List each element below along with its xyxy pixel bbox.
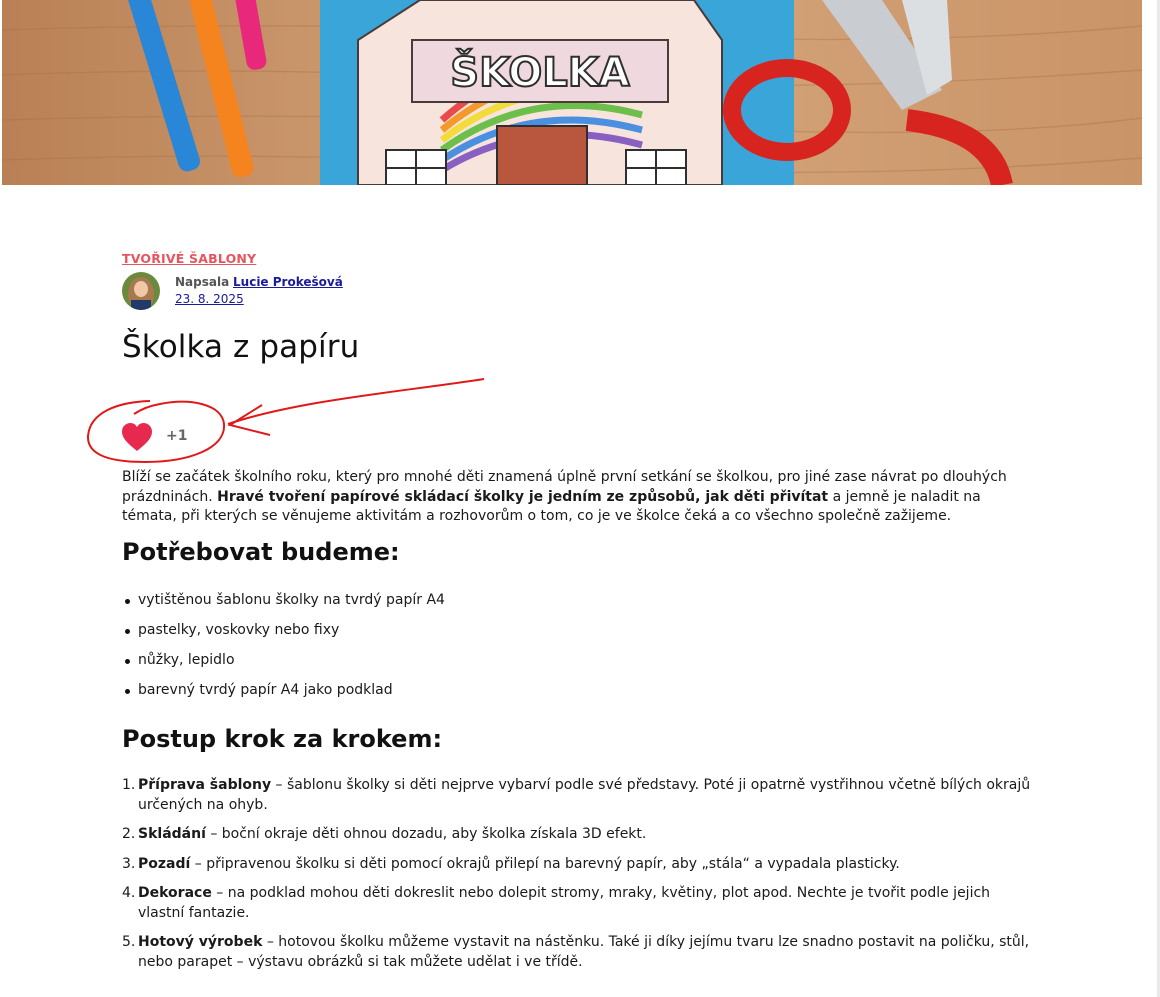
intro-bold: Hravé tvoření papírové skládací školky je jedním ze způsobů, jak děti přivítat [217, 488, 829, 505]
step-text: – na podklad mohou děti dokreslit nebo dolepit stromy, mraky, květiny, plot apod. Nechte je tvořit podle jejich vlastní fantazie. [138, 885, 991, 921]
byline [175, 274, 343, 308]
list-item [122, 776, 1032, 815]
step-text: – připravenou školku si děti pomocí okrajů přilepí na barevný papír, aby „stála“ a vypadala plasticky. [190, 855, 900, 872]
list-item: vytištěnou šablonu školky na tvrdý papír A4 [122, 591, 445, 621]
step-title: Dekorace [138, 885, 212, 901]
list-item [122, 825, 1032, 845]
like-count: +1 [166, 428, 188, 444]
step-number: 2. [122, 826, 136, 842]
step-number: 3. [122, 855, 136, 872]
step-number: 5. [122, 934, 136, 950]
list-item: barevný tvrdý papír A4 jako podklad [122, 681, 445, 711]
step-number: 4. [122, 885, 136, 901]
step-title: Skládání [138, 826, 206, 842]
article-content [122, 468, 1032, 970]
list-item [122, 855, 1032, 875]
intro-text-1: Blíží se začátek školního roku, který pro mnohé děti znamená úplně první setkání se školkou, pro jiné zase návrat po dlouhých prázdninách. [122, 469, 1007, 505]
hero-sign-text: ŠKOLKA [450, 50, 630, 96]
steps-heading: Postup krok za krokem: [122, 725, 443, 753]
annotation-arrow [228, 379, 484, 424]
step-text: – hotovou školku můžeme vystavit na nástěnku. Také ji díky jejímu tvaru lze snadno postavit na poličku, stůl, nebo parapet – výstavu obrázků si tak můžete udělat i ve třídě. [138, 934, 1030, 970]
steps-list [122, 776, 1032, 982]
list-item: nůžky, lepidlo [122, 651, 445, 681]
step-title: Příprava šablony [138, 777, 272, 793]
page-title: Školka z papíru [122, 329, 360, 365]
list-item: pastelky, voskovky nebo fixy [122, 621, 445, 651]
author-avatar[interactable] [122, 272, 160, 310]
materials-heading: Potřebovat budeme: [122, 538, 400, 566]
date-link[interactable]: 23. 8. 2025 [175, 292, 244, 306]
annotation-circle [88, 401, 224, 462]
materials-list [122, 591, 445, 711]
byline-prefix: Napsala [175, 275, 230, 289]
step-text: – šablonu školky si děti nejprve vybarví podle své představy. Poté ji opatrně vystřihnou včetně bílých okrajů určených na ohyb. [138, 777, 1031, 813]
intro-paragraph [122, 468, 1032, 527]
list-item [122, 884, 1032, 923]
step-title: Pozadí [138, 855, 191, 872]
step-title: Hotový výrobek [138, 934, 263, 950]
list-item [122, 933, 1032, 972]
intro-text-2: a jemně je naladit na témata, při kterých se věnujeme aktivitám a rozhovorům o tom, co je ve školce čeká a co všechno společně zažijeme. [122, 488, 981, 524]
heart-icon [121, 422, 153, 452]
like-button[interactable] [121, 422, 153, 452]
hero-image [2, 0, 1142, 185]
step-text: – boční okraje děti ohnou dozadu, aby školka získala 3D efekt. [205, 826, 647, 842]
author-link[interactable]: Lucie Prokešová [233, 275, 343, 289]
category-link[interactable]: TVOŘIVÉ ŠABLONY [122, 251, 257, 266]
annotation-arrowhead [230, 405, 270, 435]
step-number: 1. [122, 777, 136, 793]
